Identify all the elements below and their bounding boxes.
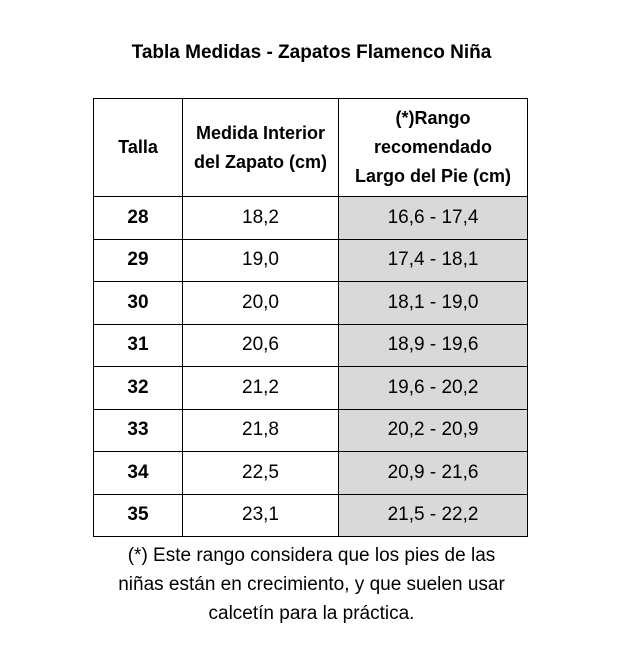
cell-medida: 18,2 [183, 197, 339, 240]
cell-rango: 18,1 - 19,0 [339, 282, 528, 325]
cell-medida: 22,5 [183, 452, 339, 495]
cell-talla: 33 [94, 409, 183, 452]
cell-talla: 35 [94, 494, 183, 537]
footnote-line3: calcetín para la práctica. [208, 603, 415, 624]
cell-rango: 18,9 - 19,6 [339, 324, 528, 367]
table-header-row [94, 99, 528, 197]
cell-medida: 21,2 [183, 367, 339, 410]
cell-talla: 30 [94, 282, 183, 325]
footnote-line2: niñas están en crecimiento, y que suelen usar [118, 574, 505, 595]
cell-talla: 34 [94, 452, 183, 495]
cell-medida: 21,8 [183, 409, 339, 452]
cell-talla: 31 [94, 324, 183, 367]
table-row [94, 494, 528, 537]
cell-rango: 21,5 - 22,2 [339, 494, 528, 537]
table-row [94, 282, 528, 325]
table-row [94, 452, 528, 495]
table-row [94, 197, 528, 240]
table-row [94, 367, 528, 410]
size-table [93, 98, 528, 537]
cell-talla: 32 [94, 367, 183, 410]
header-medida-interior [183, 99, 339, 197]
cell-rango: 16,6 - 17,4 [339, 197, 528, 240]
header-rango-recomendado [339, 99, 528, 197]
table-row [94, 239, 528, 282]
footnote [0, 541, 623, 628]
cell-talla: 28 [94, 197, 183, 240]
cell-medida: 20,6 [183, 324, 339, 367]
header-medida-line1: Medida Interior [195, 122, 325, 143]
cell-rango: 17,4 - 18,1 [339, 239, 528, 282]
header-medida-line2: del Zapato (cm) [193, 151, 327, 172]
table-row [94, 409, 528, 452]
cell-medida: 19,0 [183, 239, 339, 282]
page-title: Tabla Medidas - Zapatos Flamenco Niña [131, 42, 492, 63]
header-rango-line2: recomendado [373, 137, 493, 157]
cell-rango: 20,9 - 21,6 [339, 452, 528, 495]
footnote-line1: (*) Este rango considera que los pies de las [127, 545, 496, 566]
cell-medida: 23,1 [183, 494, 339, 537]
header-rango-line3: Largo del Pie (cm) [354, 166, 512, 186]
header-rango-line1: (*)Rango [395, 108, 471, 128]
cell-talla: 29 [94, 239, 183, 282]
header-talla: Talla [94, 99, 183, 197]
cell-rango: 20,2 - 20,9 [339, 409, 528, 452]
cell-medida: 20,0 [183, 282, 339, 325]
cell-rango: 19,6 - 20,2 [339, 367, 528, 410]
table-row [94, 324, 528, 367]
